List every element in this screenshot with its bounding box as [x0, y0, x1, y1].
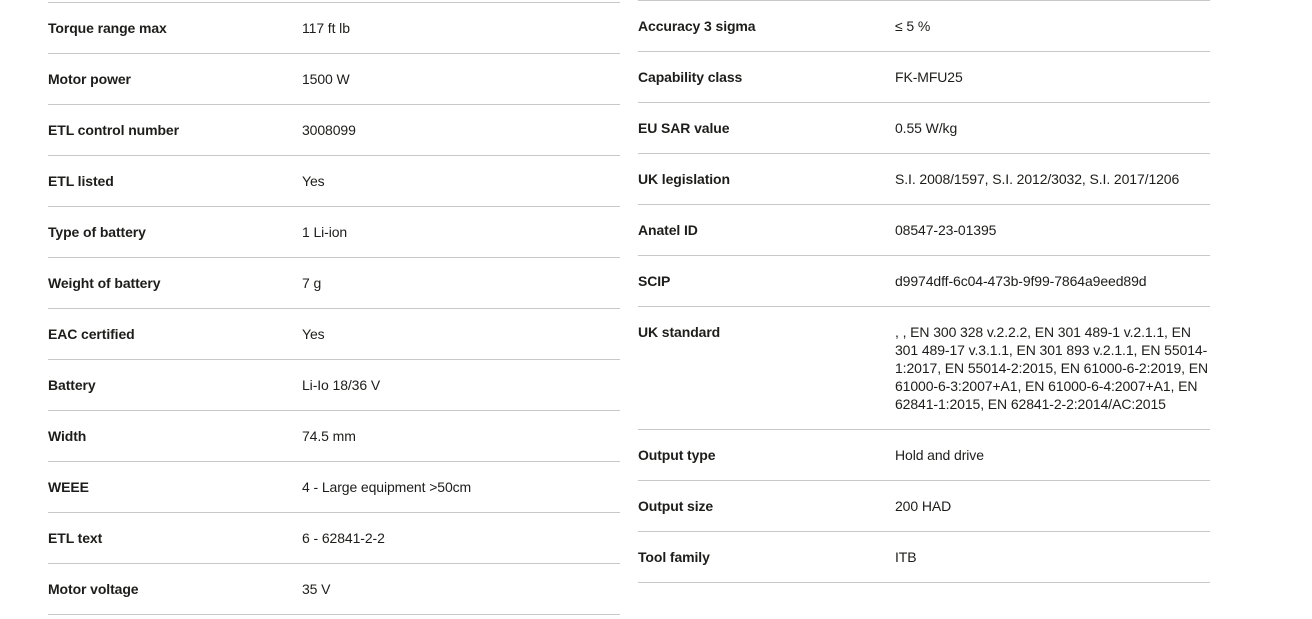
spec-label: Output size [638, 498, 714, 514]
spec-label: ETL text [48, 530, 103, 546]
spec-value: 74.5 mm [302, 428, 356, 444]
spec-label: Motor voltage [48, 581, 139, 597]
spec-row-type-of-battery [48, 206, 620, 257]
spec-label: EAC certified [48, 326, 135, 342]
spec-label: UK standard [638, 324, 721, 340]
spec-label: ETL control number [48, 122, 179, 138]
spec-row-eu-sar-value [638, 102, 1210, 153]
spec-value: d9974dff-6c04-473b-9f99-7864a9eed89d [895, 273, 1147, 289]
spec-row-anatel-id [638, 204, 1210, 255]
spec-label: Motor power [48, 71, 131, 87]
spec-table-right [638, 0, 1210, 583]
spec-value: Li-Io 18/36 V [302, 377, 381, 393]
spec-value: 117 ft lb [302, 20, 350, 36]
spec-value: 35 V [302, 581, 331, 597]
spec-label: Width [48, 428, 87, 444]
spec-label: Output type [638, 447, 716, 463]
spec-label: Battery [48, 377, 96, 393]
spec-row-eac-certified [48, 308, 620, 359]
spec-value: 1 Li-ion [302, 224, 348, 240]
spec-label: Type of battery [48, 224, 146, 240]
spec-row-capability-class [638, 51, 1210, 102]
spec-value: 08547-23-01395 [895, 222, 997, 238]
spec-label: EU SAR value [638, 120, 730, 136]
spec-row-torque-range-max [48, 2, 620, 53]
spec-row-output-size [638, 480, 1210, 531]
spec-value: 3008099 [302, 122, 356, 138]
spec-value: 1500 W [302, 71, 350, 87]
spec-value: , , EN 300 328 v.2.2.2, EN 301 489-1 v.2.1.1, EN 301 489-17 v.3.1.1, EN 301 893 v.2.1.1, EN 55014-1:2017, EN 55014-2:2015, EN 61000-6-2:2019, EN 61000-6-3:2007+A1, EN 61000-6-4:2007+A1, EN 62841-1:2015, EN 62841-2-2:2014/AC:2015 [895, 324, 1208, 412]
spec-row-scip [638, 255, 1210, 306]
spec-row-etl-listed [48, 155, 620, 206]
spec-table-left [48, 2, 620, 615]
spec-value: Hold and drive [895, 447, 984, 463]
spec-row-motor-voltage [48, 563, 620, 614]
spec-value: 200 HAD [895, 498, 952, 514]
spec-label: Torque range max [48, 20, 167, 36]
spec-row-tool-family [638, 531, 1210, 582]
spec-row-battery [48, 359, 620, 410]
spec-row-etl-text [48, 512, 620, 563]
spec-row-width [48, 410, 620, 461]
spec-row-weight-of-battery [48, 257, 620, 308]
spec-value: 4 - Large equipment >50cm [302, 479, 472, 495]
spec-value: 0.55 W/kg [895, 120, 958, 136]
spec-label: Capability class [638, 69, 743, 85]
spec-value: Yes [302, 326, 325, 342]
spec-label: Anatel ID [638, 222, 698, 238]
spec-label: Tool family [638, 549, 710, 565]
spec-value: ≤ 5 % [895, 18, 931, 34]
spec-label: Weight of battery [48, 275, 161, 291]
spec-row-uk-standard [638, 306, 1210, 429]
spec-value: Yes [302, 173, 325, 189]
spec-label: ETL listed [48, 173, 114, 189]
spec-row-uk-legislation [638, 153, 1210, 204]
spec-label: WEEE [48, 479, 89, 495]
spec-label: SCIP [638, 273, 671, 289]
spec-row-etl-control-number [48, 104, 620, 155]
spec-value: FK-MFU25 [895, 69, 963, 85]
spec-row-output-type [638, 429, 1210, 480]
spec-value: ITB [895, 549, 917, 565]
spec-row-motor-power [48, 53, 620, 104]
spec-label: UK legislation [638, 171, 730, 187]
spec-row-accuracy-3-sigma [638, 0, 1210, 51]
spec-value: S.I. 2008/1597, S.I. 2012/3032, S.I. 2017/1206 [895, 171, 1180, 187]
spec-label: Accuracy 3 sigma [638, 18, 756, 34]
spec-value: 6 - 62841-2-2 [302, 530, 385, 546]
spec-value: 7 g [302, 275, 322, 291]
spec-row-weee [48, 461, 620, 512]
